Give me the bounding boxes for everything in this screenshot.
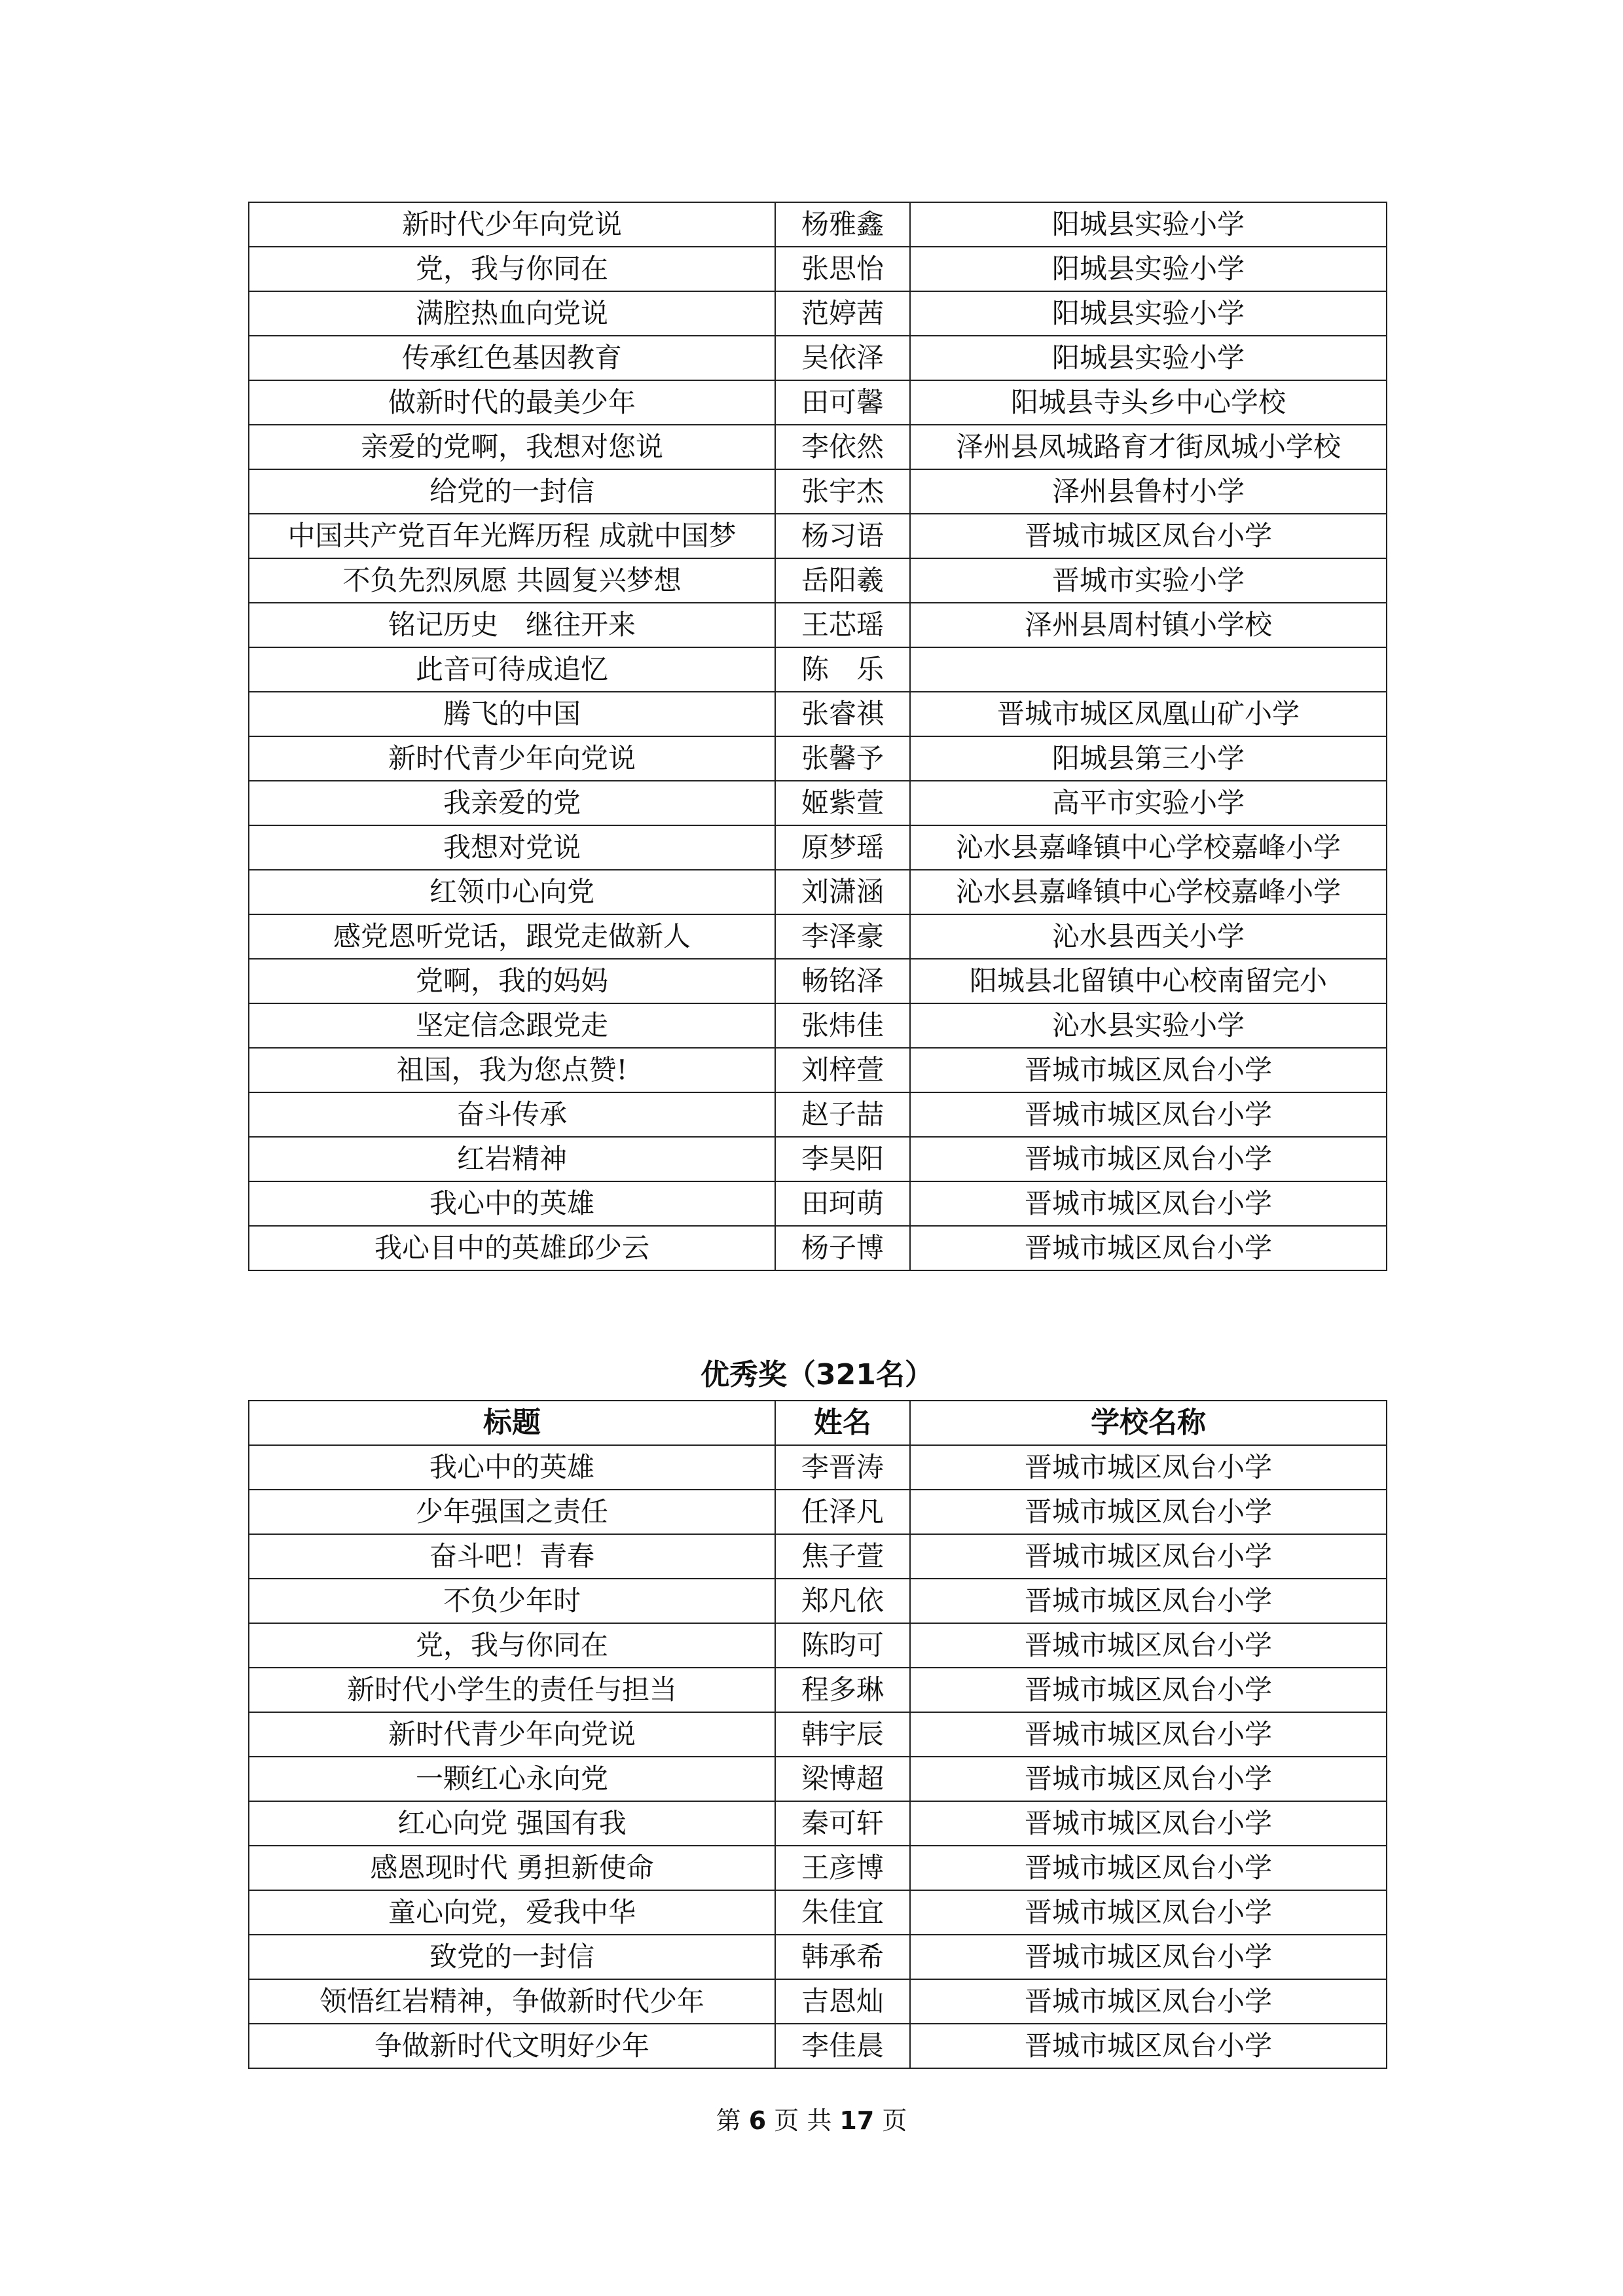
cell-title: 少年强国之责任 [249,1490,775,1534]
cell-school: 阳城县实验小学 [910,202,1387,247]
table-row [249,380,1387,425]
cell-school: 高平市实验小学 [910,781,1387,825]
cell-name: 吴依泽 [775,336,910,380]
cell-title: 奋斗吧！青春 [249,1534,775,1579]
cell-school: 晋城市城区凤台小学 [910,1137,1387,1181]
table-row [249,2024,1387,2068]
table-row [249,1003,1387,1048]
table-row [249,603,1387,647]
table-row [249,825,1387,870]
cell-name: 畅铭泽 [775,959,910,1003]
cell-school: 阳城县北留镇中心校南留完小 [910,959,1387,1003]
cell-title: 传承红色基因教育 [249,336,775,380]
cell-title: 坚定信念跟党走 [249,1003,775,1048]
cell-title: 新时代少年向党说 [249,202,775,247]
cell-name: 姬紫萱 [775,781,910,825]
cell-school: 晋城市城区凤台小学 [910,1935,1387,1979]
cell-title: 满腔热血向党说 [249,291,775,336]
cell-title: 党，我与你同在 [249,247,775,291]
cell-name: 田可馨 [775,380,910,425]
cell-title: 祖国，我为您点赞! [249,1048,775,1092]
table-row [249,1801,1387,1846]
cell-school: 晋城市城区凤台小学 [910,1445,1387,1490]
cell-name: 张睿祺 [775,692,910,736]
cell-school: 晋城市实验小学 [910,558,1387,603]
cell-name: 刘梓萱 [775,1048,910,1092]
cell-school: 沁水县西关小学 [910,914,1387,959]
cell-title: 亲爱的党啊，我想对您说 [249,425,775,469]
cell-name: 田珂萌 [775,1181,910,1226]
table-row [249,1935,1387,1979]
table-row [249,1890,1387,1935]
table-row [249,336,1387,380]
cell-title: 感党恩听党话，跟党走做新人 [249,914,775,959]
cell-school: 沁水县实验小学 [910,1003,1387,1048]
cell-name: 程多琳 [775,1668,910,1712]
cell-school: 晋城市城区凤台小学 [910,1712,1387,1757]
cell-name: 焦子萱 [775,1534,910,1579]
cell-title: 奋斗传承 [249,1092,775,1137]
award-table-continued [248,202,1387,1271]
cell-name: 郑凡依 [775,1579,910,1623]
table-row [249,959,1387,1003]
footer-middle: 页 共 [774,2106,832,2135]
table-row [249,1534,1387,1579]
cell-name: 王彦博 [775,1846,910,1890]
header-school: 学校名称 [910,1401,1387,1445]
cell-name: 李泽豪 [775,914,910,959]
table-row [249,291,1387,336]
table-row [249,1181,1387,1226]
cell-title: 争做新时代文明好少年 [249,2024,775,2068]
cell-school: 泽州县周村镇小学校 [910,603,1387,647]
footer-page-number: 6 [748,2106,767,2135]
cell-name: 杨子博 [775,1226,910,1270]
table-row [249,1092,1387,1137]
cell-school: 阳城县实验小学 [910,247,1387,291]
cell-name: 韩宇辰 [775,1712,910,1757]
section-heading-excellence-award: 优秀奖（321名） [701,1358,934,1391]
table-row [249,202,1387,247]
cell-name: 原梦瑶 [775,825,910,870]
header-name: 姓名 [775,1401,910,1445]
cell-title: 致党的一封信 [249,1935,775,1979]
cell-name: 刘潇涵 [775,870,910,914]
cell-school: 阳城县实验小学 [910,291,1387,336]
cell-school: 沁水县嘉峰镇中心学校嘉峰小学 [910,870,1387,914]
cell-name: 杨雅鑫 [775,202,910,247]
table-row [249,781,1387,825]
cell-name: 张馨予 [775,736,910,781]
cell-school: 晋城市城区凤台小学 [910,1623,1387,1668]
cell-school: 阳城县寺头乡中心学校 [910,380,1387,425]
cell-school: 晋城市城区凤台小学 [910,1092,1387,1137]
cell-school: 晋城市城区凤台小学 [910,1226,1387,1270]
cell-name: 赵子喆 [775,1092,910,1137]
cell-school: 沁水县嘉峰镇中心学校嘉峰小学 [910,825,1387,870]
cell-name: 杨习语 [775,514,910,558]
cell-school [910,647,1387,692]
cell-title: 我亲爱的党 [249,781,775,825]
footer-prefix: 第 [716,2106,741,2135]
cell-school: 阳城县第三小学 [910,736,1387,781]
cell-title: 童心向党，爱我中华 [249,1890,775,1935]
table-row [249,558,1387,603]
cell-title: 我心中的英雄 [249,1445,775,1490]
cell-title: 新时代青少年向党说 [249,1712,775,1757]
cell-school: 晋城市城区凤台小学 [910,1846,1387,1890]
cell-school: 晋城市城区凤台小学 [910,1534,1387,1579]
cell-school: 晋城市城区凤台小学 [910,1979,1387,2024]
header-title: 标题 [249,1401,775,1445]
cell-school: 晋城市城区凤台小学 [910,2024,1387,2068]
cell-title: 铭记历史 继往开来 [249,603,775,647]
table-row [249,647,1387,692]
footer-total-pages: 17 [839,2106,875,2135]
table-row [249,870,1387,914]
cell-school: 晋城市城区凤台小学 [910,1579,1387,1623]
table-row [249,1712,1387,1757]
cell-title: 我想对党说 [249,825,775,870]
cell-school: 晋城市城区凤台小学 [910,1890,1387,1935]
table-row [249,514,1387,558]
cell-name: 朱佳宜 [775,1890,910,1935]
cell-school: 晋城市城区凤凰山矿小学 [910,692,1387,736]
cell-title: 新时代小学生的责任与担当 [249,1668,775,1712]
cell-name: 李晋涛 [775,1445,910,1490]
cell-name: 王芯瑶 [775,603,910,647]
table-row [249,1757,1387,1801]
table-row [249,736,1387,781]
page-footer [0,2104,1623,2137]
cell-name: 韩承希 [775,1935,910,1979]
cell-school: 晋城市城区凤台小学 [910,1181,1387,1226]
cell-school: 晋城市城区凤台小学 [910,1490,1387,1534]
table-row [249,1668,1387,1712]
cell-title: 我心中的英雄 [249,1181,775,1226]
cell-name: 岳阳羲 [775,558,910,603]
cell-title: 不负少年时 [249,1579,775,1623]
cell-school: 晋城市城区凤台小学 [910,1668,1387,1712]
cell-title: 党，我与你同在 [249,1623,775,1668]
award-table-excellence [248,1400,1387,2069]
cell-school: 晋城市城区凤台小学 [910,1757,1387,1801]
cell-name: 任泽凡 [775,1490,910,1534]
table-row [249,247,1387,291]
cell-title: 做新时代的最美少年 [249,380,775,425]
award-table-excellence-body [249,1445,1387,2068]
cell-name: 秦可轩 [775,1801,910,1846]
cell-title: 此音可待成追忆 [249,647,775,692]
cell-title: 党啊，我的妈妈 [249,959,775,1003]
table-row [249,914,1387,959]
table-row [249,1226,1387,1270]
cell-title: 给党的一封信 [249,469,775,514]
cell-school: 晋城市城区凤台小学 [910,1048,1387,1092]
cell-title: 红心向党 强国有我 [249,1801,775,1846]
cell-title: 领悟红岩精神，争做新时代少年 [249,1979,775,2024]
table-row [249,469,1387,514]
cell-name: 张思怡 [775,247,910,291]
cell-name: 范婷茜 [775,291,910,336]
cell-title: 新时代青少年向党说 [249,736,775,781]
cell-name: 张宇杰 [775,469,910,514]
cell-title: 腾飞的中国 [249,692,775,736]
cell-name: 梁博超 [775,1757,910,1801]
cell-name: 吉恩灿 [775,1979,910,2024]
table-row [249,1048,1387,1092]
cell-name: 李依然 [775,425,910,469]
table-row [249,692,1387,736]
cell-title: 红岩精神 [249,1137,775,1181]
cell-title: 不负先烈夙愿 共圆复兴梦想 [249,558,775,603]
table-row [249,1445,1387,1490]
table-row [249,1579,1387,1623]
cell-name: 陈 乐 [775,647,910,692]
table-row [249,1846,1387,1890]
cell-title: 一颗红心永向党 [249,1757,775,1801]
cell-school: 泽州县鲁村小学 [910,469,1387,514]
cell-school: 阳城县实验小学 [910,336,1387,380]
cell-school: 晋城市城区凤台小学 [910,514,1387,558]
cell-school: 晋城市城区凤台小学 [910,1801,1387,1846]
table-row [249,1137,1387,1181]
cell-name: 陈昀可 [775,1623,910,1668]
award-table-continued-body [249,202,1387,1270]
cell-name: 李佳晨 [775,2024,910,2068]
cell-school: 泽州县凤城路育才街凤城小学校 [910,425,1387,469]
table-row [249,425,1387,469]
cell-name: 李昊阳 [775,1137,910,1181]
cell-title: 我心目中的英雄邱少云 [249,1226,775,1270]
cell-title: 红领巾心向党 [249,870,775,914]
cell-title: 感恩现时代 勇担新使命 [249,1846,775,1890]
footer-suffix: 页 [882,2106,907,2135]
cell-name: 张炜佳 [775,1003,910,1048]
cell-title: 中国共产党百年光辉历程 成就中国梦 [249,514,775,558]
table-row [249,1979,1387,2024]
table-row [249,1623,1387,1668]
table-header-row [249,1401,1387,1445]
table-row [249,1490,1387,1534]
